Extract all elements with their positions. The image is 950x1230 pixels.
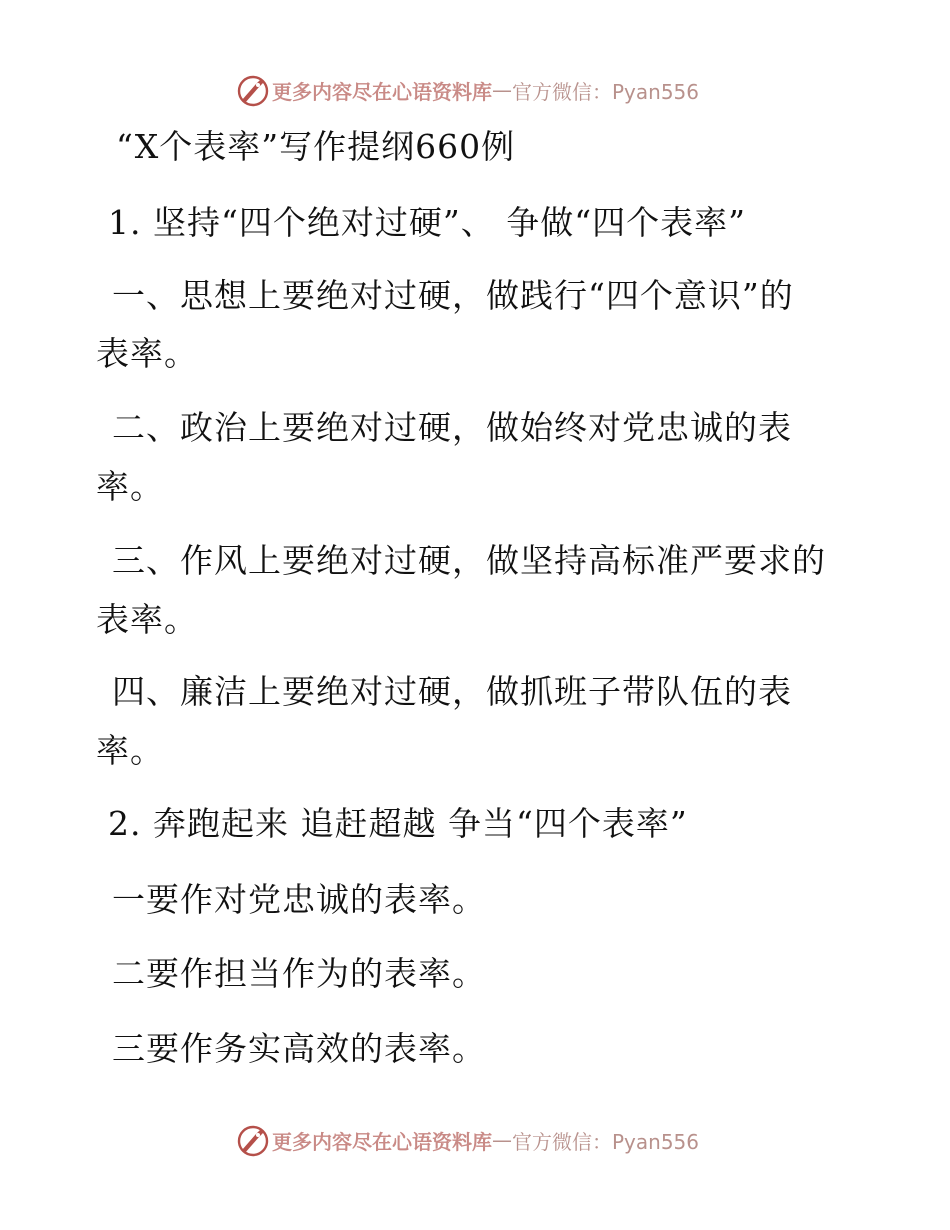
banner-dash: — [492,78,512,102]
text-line: 表率。 [96,334,198,373]
text-line: 率。 [96,731,164,770]
section-heading: 1. 坚持“四个绝对过硬”、 争做“四个表率” [108,203,746,242]
text-line: 一、思想上要绝对过硬，做践行“四个意识”的 [112,276,794,315]
banner-dash: — [492,1128,512,1152]
banner-sub-text: 官方微信：Pyan556 [512,1129,700,1154]
text-line: 一要作对党忠诚的表率。 [112,880,486,919]
text-line: 二要作担当作为的表率。 [112,954,486,993]
text-line: 四、廉洁上要绝对过硬，做抓班子带队伍的表 [112,672,792,711]
banner-sub-text: 官方微信：Pyan556 [512,79,700,104]
pen-nib-icon [236,73,270,107]
text-line: 二、政治上要绝对过硬，做始终对党忠诚的表 [112,408,792,447]
banner-main-text: 更多内容尽在心语资料库 [272,1129,492,1154]
footer-watermark-banner [236,1120,699,1160]
banner-main-text: 更多内容尽在心语资料库 [272,79,492,104]
section-heading: 2. 奔跑起来 追赶超越 争当“四个表率” [108,804,688,843]
document-title: “X个表率”写作提纲660例 [116,127,516,166]
header-watermark-banner [236,70,699,110]
text-line: 率。 [96,467,164,506]
text-line: 三要作务实高效的表率。 [112,1029,486,1068]
text-line: 表率。 [96,600,198,639]
pen-nib-icon [236,1123,270,1157]
text-line: 三、作风上要绝对过硬，做坚持高标准严要求的 [112,541,826,580]
